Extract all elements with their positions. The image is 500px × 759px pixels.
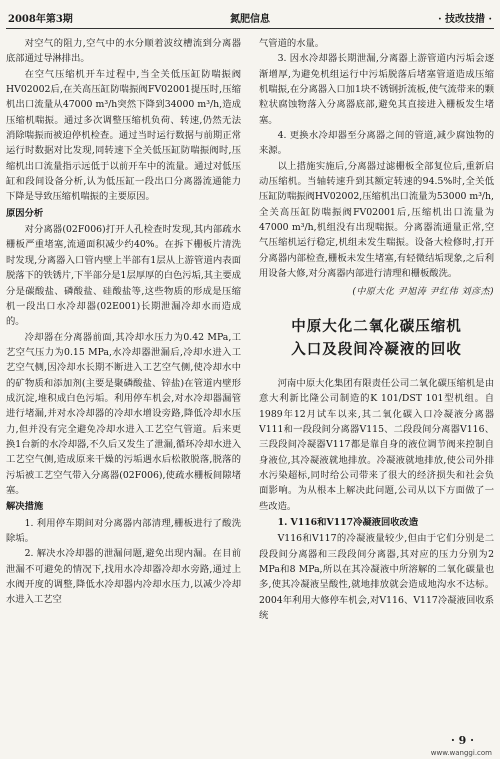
article-title-line: 中原大化二氧化碳压缩机 <box>291 318 462 335</box>
paragraph: 对空气的阻力,空气中的水分顺着波纹槽流到分离器底部通过导淋排出。 <box>6 38 241 65</box>
paragraph: 2. 解决水冷却器的泄漏问题,避免出现内漏。在目前泄漏不可避免的情况下,找用水冷却器冷却水旁路,通过上水阀开度的调整,降低水冷却器内冷却水压力,以减少冷却水进入工艺空 <box>6 548 241 606</box>
column-label: · 技改技措 · <box>438 14 492 25</box>
site-watermark: www.wanggi.com <box>430 749 492 757</box>
article-authors: (中原大化 尹旭涛 尹红伟 刘彦杰) <box>352 286 494 297</box>
page-header <box>0 0 500 34</box>
article-title <box>259 316 494 362</box>
issue-label: 2008年第3期 <box>8 14 73 25</box>
left-column <box>6 36 241 736</box>
section-heading: 1. V116和V117冷凝液回收改造 <box>277 516 419 528</box>
header-divider <box>6 28 494 29</box>
cause-heading: 原因分析 <box>6 207 44 219</box>
paragraph: V116和V117的冷凝液量较少,但由于它们分别是二段段间分离器和三段段间分离器,其对应的压力分别为2 MPa和8 MPa,所以在其冷凝液中所溶解的二氧化碳量也多,使其冷凝液呈酸性,就地排放就会造成地沟水不达标。2004年利用大修停车机会,对V116、V117冷凝液回收系统 <box>259 533 494 621</box>
journal-name: 氮肥信息 <box>230 14 270 25</box>
paragraph: 河南中原大化集团有限责任公司二氧化碳压缩机是由意大利新比隆公司制造的K 101/DST 101型机组。自1989年12月试车以来,其二氧化碳入口冷凝液分离器V111和一段段间分离器V115、二段段间分离器V116、三段段间冷凝器V117都是靠自身的液位调节阀来控制自身液位,其冷凝液就地排放。冷凝液就地排放,使公司外排水污染超标,同时给公司带来了很大的经济损失和社会负面影响。为从根本上解决此问题,公司从以下方面做了一些改造。 <box>259 377 494 512</box>
paragraph: 冷却器在分离器前面,其冷却水压力为0.42 MPa,工艺空气压力为0.15 MPa,水冷却器泄漏后,冷却水进入工艺空气侧,因冷却水长期不断进入工艺空气侧,使冷却水中的矿物质和添加剂(主要是聚磷酸盐、锌盐)在管道内壁形成沉淀,堆积成白色污垢。利用停车机会,对水冷却器漏管进行堵漏,并对水冷却器的冷却水增设旁路,降低冷却水压力,但并没有完全避免冷却水进入工艺空气管道。后来更换1台新的水冷却器,不久后又发生了泄漏,循环冷却水进入工艺空气侧,造成原来干燥的污垢遇水后松散脱落,脱落的污垢被工艺空气带入分离器(02F006),使疏水栅板间隙堵塞。 <box>6 331 241 496</box>
page-number: · 9 · <box>451 734 474 747</box>
paragraph: 在空气压缩机开车过程中,当全关低压缸防喘振阀HV02002后,在关高压缸防喘振阀FV02001提压时,压缩机出口流量从47000 m³/h突然下降到34000 m³/h,造成压缩机喘振。通过多次调整压缩机负荷、转速,仍然无法消除喘振而被迫停机检查。通过当时运行数据与前期正常运行时数据对比发现,同转速下全关低压缸防喘振阀时,压缩机出口流量指示远低于以前开车中的流量。通过对低压缸和段间设备分析,认为低压缸一段出口分离器流通能力下降是导致压缩机喘振的主要原因。 <box>6 68 241 203</box>
paragraph: 1. 利用停车期间对分离器内部清理,栅板进行了酸洗除垢。 <box>6 517 241 544</box>
paragraph: 以上措施实施后,分离器过滤栅板全部复位后,重新启动压缩机。当轴转速升到其额定转速的94.5%时,全关低压缸防喘振阀HV02002,压缩机出口流量为53000 m³/h,全关高压缸防喘振阀FV02001后,压缩机出口流量为47000 m³/h,机组没有出现喘振。分离器流通量正常,空气压缩机运行稳定,机组未发生喘振。设备大检修时,打开分离器内部检查,栅板未发生堵塞,有轻微结垢现象,之后利用设备大修,对分离器内部进行清理和栅板酸洗。 <box>259 160 494 280</box>
paragraph: 4. 更换水冷却器至分离器之间的管道,减少腐蚀物的来源。 <box>259 130 494 157</box>
paragraph: 对分离器(02F006)打开人孔检查时发现,其内部疏水栅板严重堵塞,流通面积减少约40%。在拆下栅板片清洗时发现,分离器入口管内壁上半部有1层从上游管道内表面脱落下的铁锈片,下半部分是1层厚厚的白色污垢,其主要成分是碳酸盐、磷酸盐、硅酸盐等,这些物质的形成是压缩机一段出口水冷却器(02E001)长期泄漏冷却水而造成的。 <box>6 224 241 328</box>
right-column <box>259 36 494 748</box>
solution-heading: 解决措施 <box>6 501 44 513</box>
paragraph: 气管道的水量。 <box>259 38 325 49</box>
article-title-line: 入口及段间冷凝液的回收 <box>291 341 462 358</box>
paragraph: 3. 因水冷却器长期泄漏,分离器上游管道内污垢会逐渐增厚,为避免机组运行中污垢脱落后堵塞管道造成压缩机喘振,在分离器入口加1块不锈钢折流板,使气流带来的颗粒状腐蚀物落入分离器底部,避免其直接进入栅板发生堵塞。 <box>259 53 494 126</box>
